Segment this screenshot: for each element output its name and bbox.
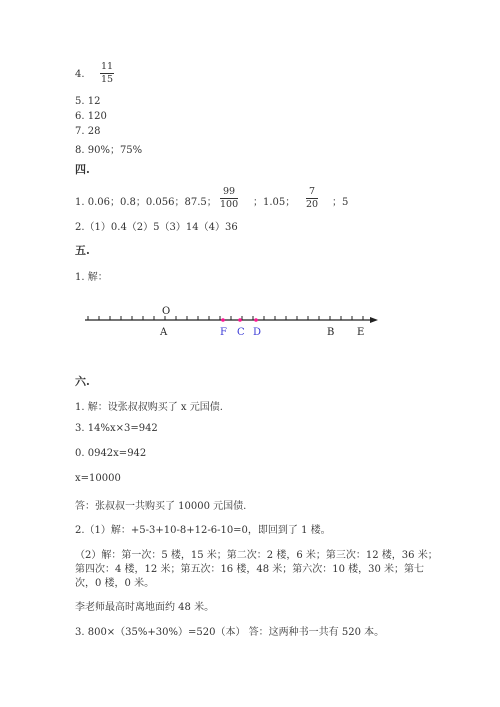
section-6-line: 第四次：4 楼，12 米；第五次：16 楼，48 米；第六次：10 楼，30 米；第七 (75, 564, 425, 575)
fraction-1-denominator: 100 (220, 199, 239, 210)
point-e-label: E (357, 327, 365, 338)
section-5-heading: 五. (75, 244, 90, 257)
point-f-dot (221, 318, 225, 322)
section-4-line1-part3: ；5 (332, 197, 349, 208)
q6-answer: 6. 120 (75, 111, 107, 122)
point-d-label: D (253, 327, 262, 338)
section-6-line: 李老师最高时离地面约 48 米。 (75, 602, 215, 613)
section-6-line: 3. 14%x×3=942 (75, 423, 158, 434)
section-4-fraction-2 (306, 187, 318, 210)
q7-answer: 7. 28 (75, 126, 101, 137)
section-5-line1: 1. 解： (75, 272, 108, 283)
number-line-arrow (370, 317, 378, 323)
number-line (0, 300, 500, 342)
q5-answer: 5. 12 (75, 96, 101, 107)
fraction-2-numerator: 7 (308, 186, 316, 197)
section-6-line: 次，0 楼，0 米。 (75, 578, 155, 589)
fraction-2-denominator: 20 (306, 199, 319, 210)
section-6-line: 答：张叔叔一共购买了 10000 元国债. (75, 501, 247, 512)
point-b-label: B (327, 327, 335, 338)
section-6-line: 3. 800×（35%+30%）=520（本） 答：这两种书一共有 520 本。 (75, 627, 385, 638)
point-a-label: A (160, 327, 168, 338)
point-o-label: O (162, 306, 171, 317)
section-6-line: x=10000 (75, 473, 121, 484)
point-c-dot (238, 318, 242, 322)
section-6-line: （2）解：第一次：5 楼，15 米；第二次：2 楼，6 米；第三次：12 楼，36 米； (75, 550, 438, 561)
number-line-ticks (88, 316, 363, 320)
section-6-line: 1. 解：设张叔叔购买了 x 元国债. (75, 402, 223, 413)
q8-answer: 8. 90%；75% (75, 145, 143, 156)
section-4-line1-part2: ；1.05； (253, 197, 296, 208)
point-d-dot (254, 318, 258, 322)
q4-denominator: 15 (100, 74, 114, 85)
q4-fraction (100, 62, 114, 85)
section-4-line2: 2.（1）0.4（2）5（3）14（4）36 (75, 222, 238, 233)
section-4-fraction-1 (220, 187, 238, 210)
section-4-line1-part1: 1. 0.06；0.8；0.056；87.5； (75, 197, 217, 208)
section-4-heading: 四. (75, 163, 90, 176)
q4-numerator: 11 (100, 61, 114, 72)
section-6-line: 0. 0942x=942 (75, 448, 147, 459)
point-f-label: F (220, 327, 227, 338)
fraction-1-numerator: 99 (222, 186, 236, 197)
section-6-heading: 六. (75, 375, 90, 388)
q4-label: 4. (75, 69, 85, 80)
section-6-line: 2.（1）解：+5-3+10-8+12-6-10=0，即回到了 1 楼。 (75, 525, 331, 536)
point-c-label: C (237, 327, 245, 338)
